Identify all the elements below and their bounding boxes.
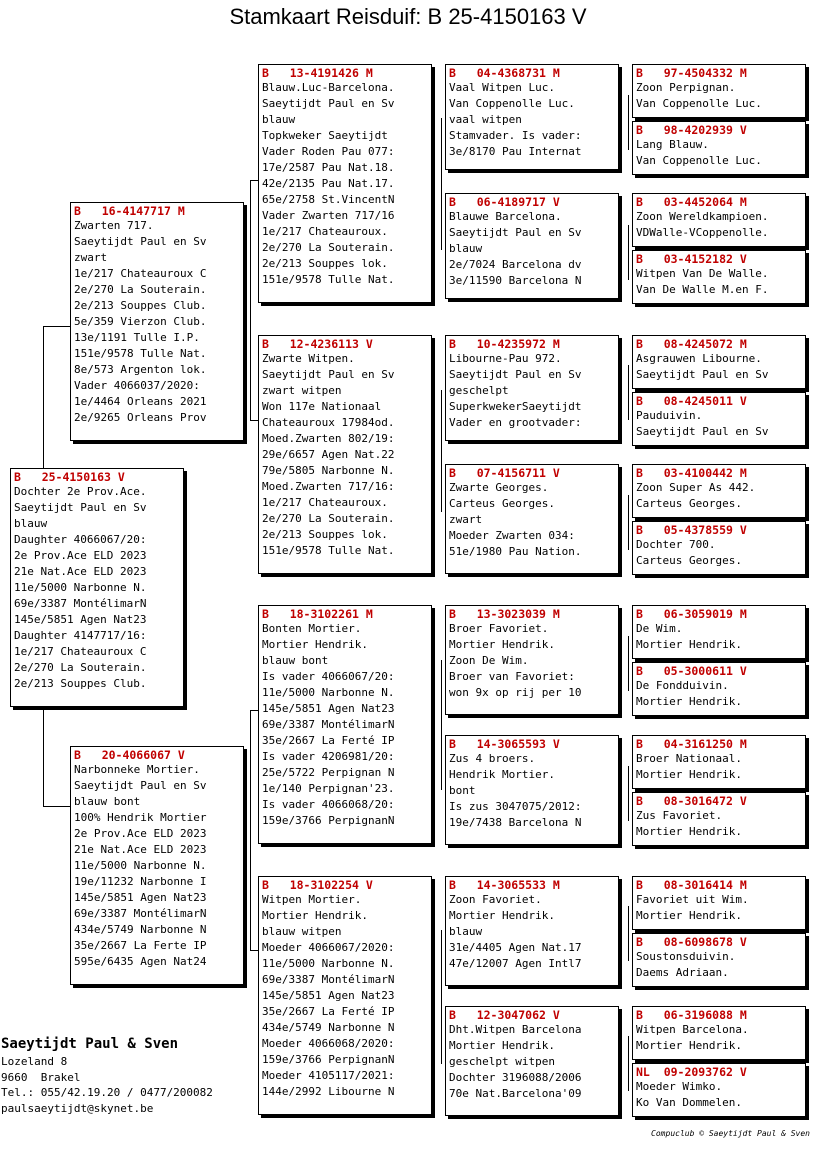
detail-line: 19e/11232 Narbonne I	[74, 875, 207, 888]
detail-line: blauw	[262, 113, 296, 126]
pigeon-card-g13	[632, 876, 806, 930]
detail-line: zwart	[74, 251, 108, 264]
pigeon-card-mmm	[445, 1006, 619, 1116]
detail-line: Asgrauwen Libourne.	[636, 352, 762, 365]
ring-number: B 98-4202939 V	[636, 123, 747, 137]
ring-number: B 16-4147717 M	[74, 204, 185, 218]
connector-line	[628, 1036, 629, 1091]
footer-credit: Compuclub © Saeytijdt Paul & Sven	[651, 1129, 810, 1138]
ring-number: B 08-3016472 V	[636, 794, 747, 808]
ring-number: B 06-3196088 M	[636, 1008, 747, 1022]
connector-line	[250, 710, 258, 711]
pigeon-card-mother-father	[258, 605, 432, 844]
pigeon-details	[262, 892, 428, 1100]
pigeon-card-g10	[632, 662, 806, 716]
detail-line: blauw bont	[74, 795, 141, 808]
detail-line: Zus 4 broers.	[449, 752, 536, 765]
detail-line: 159e/3766 PerpignanN	[262, 814, 395, 827]
connector-line	[441, 930, 442, 1064]
pigeon-card-fmf	[445, 335, 619, 441]
detail-line: Saeytijdt Paul en Sv	[636, 425, 769, 438]
detail-line: Van Coppenolle Luc.	[636, 97, 762, 110]
pigeon-details	[636, 949, 802, 981]
page-title: Stamkaart Reisduif: B 25-4150163 V	[229, 4, 587, 29]
connector-line	[250, 420, 258, 421]
detail-line: 5e/359 Vierzon Club.	[74, 315, 207, 328]
pigeon-details	[636, 537, 802, 569]
detail-line: Moed.Zwarten 717/16:	[262, 480, 395, 493]
ring-number: B 05-3000611 V	[636, 664, 747, 678]
pigeon-details	[636, 80, 802, 112]
detail-line: Zoon Favoriet.	[449, 893, 542, 906]
detail-line: Moeder Wimko.	[636, 1080, 723, 1093]
ring-number: B 14-3065533 M	[449, 878, 560, 892]
detail-line: 434e/5749 Narbonne N	[74, 923, 207, 936]
detail-line: 2e Prov.Ace ELD 2023	[74, 827, 207, 840]
ring-number: B 06-4189717 V	[449, 195, 560, 209]
connector-line	[441, 390, 442, 512]
ring-number: B 25-4150163 V	[14, 470, 125, 484]
connector-line	[628, 365, 629, 420]
ring-number: B 08-4245072 M	[636, 337, 747, 351]
detail-line: blauw	[14, 517, 48, 530]
ring-number: B 12-4236113 V	[262, 337, 373, 351]
detail-line: Broer van Favoriet:	[449, 670, 575, 683]
ring-number: B 06-3059019 M	[636, 607, 747, 621]
ring-number: B 14-3065593 V	[449, 737, 560, 751]
ring-number: B 12-3047062 V	[449, 1008, 560, 1022]
detail-line: Favoriet uit Wim.	[636, 893, 749, 906]
detail-line: Is vader 4066068/20:	[262, 798, 395, 811]
detail-line: 35e/2667 La Ferté IP	[262, 1005, 395, 1018]
pigeon-card-father-mother	[258, 335, 432, 574]
detail-line: bont	[449, 784, 476, 797]
connector-line	[250, 180, 258, 181]
detail-line: 69e/3387 MontélimarN	[74, 907, 207, 920]
detail-line: Saeytijdt Paul en Sv	[449, 226, 582, 239]
detail-line: Mortier Hendrik.	[636, 825, 742, 838]
detail-line: Bonten Mortier.	[262, 622, 362, 635]
detail-line: 151e/9578 Tulle Nat.	[262, 544, 395, 557]
detail-line: Moeder 4066068/2020:	[262, 1037, 395, 1050]
ring-number: B 97-4504332 M	[636, 66, 747, 80]
pigeon-details	[262, 80, 428, 288]
detail-line: Zoon De Wim.	[449, 654, 529, 667]
owner-city: 9660 Brakel	[1, 1070, 81, 1084]
detail-line: 595e/6435 Agen Nat24	[74, 955, 207, 968]
detail-line: Mortier Hendrik.	[262, 909, 368, 922]
detail-line: 69e/3387 MontélimarN	[262, 718, 395, 731]
detail-line: Moeder 4066067/2020:	[262, 941, 395, 954]
detail-line: geschelpt	[449, 384, 509, 397]
pigeon-details	[449, 480, 615, 560]
detail-line: Blauwe Barcelona.	[449, 210, 562, 223]
detail-line: Van Coppenolle Luc.	[636, 154, 762, 167]
pigeon-details	[262, 621, 428, 829]
detail-line: Zwarte Witpen.	[262, 352, 355, 365]
detail-line: Vader Roden Pau 077:	[262, 145, 395, 158]
detail-line: 17e/2587 Pau Nat.18.	[262, 161, 395, 174]
pigeon-details	[636, 266, 802, 298]
detail-line: zwart	[449, 513, 483, 526]
ring-number: B 04-3161250 M	[636, 737, 747, 751]
detail-line: 31e/4405 Agen Nat.17	[449, 941, 582, 954]
ring-number: B 05-4378559 V	[636, 523, 747, 537]
detail-line: Mortier Hendrik.	[636, 1039, 742, 1052]
detail-line: 69e/3387 MontélimarN	[14, 597, 147, 610]
detail-line: Pauduivin.	[636, 409, 703, 422]
detail-line: 79e/5805 Narbonne N.	[262, 464, 395, 477]
pigeon-card-g4	[632, 250, 806, 304]
detail-line: Saeytijdt Paul en Sv	[14, 501, 147, 514]
ring-number: B 03-4100442 M	[636, 466, 747, 480]
pigeon-card-father-father	[258, 64, 432, 303]
detail-line: Zoon Perpignan.	[636, 81, 736, 94]
detail-line: Won 117e Nationaal	[262, 400, 382, 413]
detail-line: 1e/217 Chateauroux.	[262, 496, 388, 509]
detail-line: 2e/270 La Souterain.	[74, 283, 207, 296]
pigeon-details	[636, 1079, 802, 1111]
detail-line: Mortier Hendrik.	[449, 1039, 555, 1052]
connector-line	[43, 806, 71, 807]
pigeon-details	[636, 751, 802, 783]
detail-line: Blauw.Luc-Barcelona.	[262, 81, 395, 94]
detail-line: Saeytijdt Paul en Sv	[262, 368, 395, 381]
owner-email: paulsaeytijdt@skynet.be	[1, 1101, 154, 1115]
detail-line: Mortier Hendrik.	[262, 638, 368, 651]
detail-line: Broer Favoriet.	[449, 622, 549, 635]
detail-line: Dht.Witpen Barcelona	[449, 1023, 582, 1036]
detail-line: Van De Walle M.en F.	[636, 283, 769, 296]
detail-line: blauw bont	[262, 654, 329, 667]
pigeon-details	[449, 80, 615, 160]
connector-line	[250, 180, 251, 420]
detail-line: Moeder Zwarten 034:	[449, 529, 575, 542]
detail-line: 145e/5851 Agen Nat23	[262, 989, 395, 1002]
detail-line: Vader 4066037/2020:	[74, 379, 200, 392]
detail-line: 11e/5000 Narbonne N.	[262, 686, 395, 699]
detail-line: 2e/213 Souppes Club.	[14, 677, 147, 690]
detail-line: 434e/5749 Narbonne N	[262, 1021, 395, 1034]
detail-line: 29e/6657 Agen Nat.22	[262, 448, 395, 461]
ring-number: B 08-3016414 M	[636, 878, 747, 892]
detail-line: 2e/270 La Souterain.	[262, 512, 395, 525]
pigeon-details	[449, 621, 615, 701]
detail-line: Witpen Mortier.	[262, 893, 362, 906]
connector-line	[250, 950, 258, 951]
detail-line: Zwarte Georges.	[449, 481, 549, 494]
detail-line: Broer Nationaal.	[636, 752, 742, 765]
detail-line: Vaal Witpen Luc.	[449, 81, 555, 94]
detail-line: 151e/9578 Tulle Nat.	[74, 347, 207, 360]
ring-number: B 13-3023039 M	[449, 607, 560, 621]
owner-name: Saeytijdt Paul & Sven	[1, 1036, 179, 1052]
detail-line: 145e/5851 Agen Nat23	[262, 702, 395, 715]
detail-line: blauw witpen	[262, 925, 342, 938]
detail-line: Soustonsduivin.	[636, 950, 736, 963]
detail-line: 100% Hendrik Mortier	[74, 811, 207, 824]
detail-line: 2e/9265 Orleans Prov	[74, 411, 207, 424]
pigeon-details	[636, 408, 802, 440]
detail-line: 2e/213 Souppes lok.	[262, 257, 388, 270]
detail-line: 2e/7024 Barcelona dv	[449, 258, 582, 271]
owner-info	[1, 1034, 213, 1116]
detail-line: Zoon Wereldkampioen.	[636, 210, 769, 223]
pigeon-card-main	[10, 468, 184, 707]
detail-line: Ko Van Dommelen.	[636, 1096, 742, 1109]
detail-line: Dochter 3196088/2006	[449, 1071, 582, 1084]
detail-line: Chateauroux 17984od.	[262, 416, 395, 429]
detail-line: SuperkwekerSaeytijdt	[449, 400, 582, 413]
connector-line	[628, 766, 629, 821]
pigeon-card-g15	[632, 1006, 806, 1060]
detail-line: De Fondduivin.	[636, 679, 729, 692]
detail-line: Topkweker Saeytijdt	[262, 129, 388, 142]
ring-number: B 20-4066067 V	[74, 748, 185, 762]
detail-line: 2e/270 La Souterain.	[262, 241, 395, 254]
connector-line	[250, 710, 251, 950]
detail-line: 70e Nat.Barcelona'09	[449, 1087, 582, 1100]
pigeon-card-mother-mother	[258, 876, 432, 1115]
ring-number: B 13-4191426 M	[262, 66, 373, 80]
detail-line: Mortier Hendrik.	[636, 768, 742, 781]
detail-line: vaal witpen	[449, 113, 522, 126]
connector-line	[628, 495, 629, 550]
ring-number: B 10-4235972 M	[449, 337, 560, 351]
detail-line: Stamvader. Is vader:	[449, 129, 582, 142]
ring-number: B 08-6098678 V	[636, 935, 747, 949]
connector-line	[43, 326, 71, 327]
owner-street: Lozeland 8	[1, 1055, 68, 1068]
detail-line: VDWalle-VCoppenolle.	[636, 226, 769, 239]
pigeon-card-g9	[632, 605, 806, 659]
ring-number: B 07-4156711 V	[449, 466, 560, 480]
pigeon-details	[636, 1022, 802, 1054]
detail-line: 42e/2135 Pau Nat.17.	[262, 177, 395, 190]
pigeon-card-mff	[445, 605, 619, 715]
detail-line: Saeytijdt Paul en Sv	[262, 97, 395, 110]
connector-line	[441, 118, 442, 250]
detail-line: 2e/213 Souppes Club.	[74, 299, 207, 312]
pigeon-card-g2	[632, 121, 806, 175]
connector-line	[43, 326, 44, 468]
pigeon-details	[449, 892, 615, 972]
pigeon-card-fff	[445, 64, 619, 170]
detail-line: Is zus 3047075/2012:	[449, 800, 582, 813]
detail-line: 3e/11590 Barcelona N	[449, 274, 582, 287]
detail-line: Zoon Super As 442.	[636, 481, 756, 494]
pigeon-details	[636, 480, 802, 512]
detail-line: 11e/5000 Narbonne N.	[74, 859, 207, 872]
detail-line: 35e/2667 La Ferte IP	[74, 939, 207, 952]
pigeon-details	[636, 892, 802, 924]
pigeon-details	[74, 762, 240, 970]
detail-line: 35e/2667 La Ferté IP	[262, 734, 395, 747]
detail-line: Daughter 4147717/16:	[14, 629, 147, 642]
detail-line: Mortier Hendrik.	[636, 695, 742, 708]
detail-line: 8e/573 Argenton lok.	[74, 363, 207, 376]
pigeon-details	[449, 209, 615, 289]
pigeon-card-g7	[632, 464, 806, 518]
pigeon-card-fmm	[445, 464, 619, 574]
pigeon-card-g3	[632, 193, 806, 247]
detail-line: Saeytijdt Paul en Sv	[74, 235, 207, 248]
pigeon-card-g5	[632, 335, 806, 389]
pigeon-card-g8	[632, 521, 806, 575]
detail-line: Hendrik Mortier.	[449, 768, 555, 781]
pigeon-details	[449, 351, 615, 431]
detail-line: 3e/8170 Pau Internat	[449, 145, 582, 158]
detail-line: Carteus Georges.	[449, 497, 555, 510]
detail-line: zwart witpen	[262, 384, 342, 397]
detail-line: Lang Blauw.	[636, 138, 709, 151]
connector-line	[43, 706, 44, 806]
connector-line	[628, 906, 629, 961]
detail-line: Moed.Zwarten 802/19:	[262, 432, 395, 445]
detail-line: 21e Nat.Ace ELD 2023	[14, 565, 147, 578]
pigeon-details	[449, 1022, 615, 1102]
pigeon-card-mfm	[445, 735, 619, 845]
pigeon-details	[636, 351, 802, 383]
detail-line: 2e/270 La Souterain.	[14, 661, 147, 674]
detail-line: Van Coppenolle Luc.	[449, 97, 575, 110]
detail-line: won 9x op rij per 10	[449, 686, 582, 699]
detail-line: 65e/2758 St.VincentN	[262, 193, 395, 206]
pigeon-card-g1	[632, 64, 806, 118]
detail-line: Libourne-Pau 972.	[449, 352, 562, 365]
detail-line: Is vader 4066067/20:	[262, 670, 395, 683]
detail-line: blauw	[449, 242, 483, 255]
detail-line: Saeytijdt Paul en Sv	[449, 368, 582, 381]
detail-line: 159e/3766 PerpignanN	[262, 1053, 395, 1066]
pigeon-details	[636, 808, 802, 840]
ring-number: B 04-4368731 M	[449, 66, 560, 80]
detail-line: 1e/217 Chateauroux.	[262, 225, 388, 238]
pigeon-card-g11	[632, 735, 806, 789]
detail-line: 145e/5851 Agen Nat23	[74, 891, 207, 904]
detail-line: Dochter 2e Prov.Ace.	[14, 485, 147, 498]
detail-line: Witpen Van De Walle.	[636, 267, 769, 280]
detail-line: 1e/140 Perpignan'23.	[262, 782, 395, 795]
detail-line: Vader Zwarten 717/16	[262, 209, 395, 222]
detail-line: 1e/217 Chateauroux C	[74, 267, 207, 280]
ring-number: B 18-3102261 M	[262, 607, 373, 621]
detail-line: Daughter 4066067/20:	[14, 533, 147, 546]
detail-line: 25e/5722 Perpignan N	[262, 766, 395, 779]
detail-line: 151e/9578 Tulle Nat.	[262, 273, 395, 286]
detail-line: Mortier Hendrik.	[636, 638, 742, 651]
connector-line	[628, 225, 629, 280]
detail-line: Mortier Hendrik.	[636, 909, 742, 922]
detail-line: geschelpt witpen	[449, 1055, 555, 1068]
detail-line: 2e/213 Souppes lok.	[262, 528, 388, 541]
detail-line: Dochter 700.	[636, 538, 716, 551]
ring-number: B 08-4245011 V	[636, 394, 747, 408]
pigeon-details	[636, 209, 802, 241]
pigeon-details	[636, 137, 802, 169]
pigeon-card-mmf	[445, 876, 619, 986]
pigeon-card-ffm	[445, 193, 619, 299]
ring-number: B 03-4152182 V	[636, 252, 747, 266]
detail-line: Saeytijdt Paul en Sv	[74, 779, 207, 792]
detail-line: Narbonneke Mortier.	[74, 763, 200, 776]
pigeon-details	[262, 351, 428, 559]
detail-line: 21e Nat.Ace ELD 2023	[74, 843, 207, 856]
detail-line: Is vader 4206981/20:	[262, 750, 395, 763]
detail-line: Zwarten 717.	[74, 219, 154, 232]
owner-phone: Tel.: 055/42.19.20 / 0477/200082	[1, 1086, 213, 1099]
detail-line: Saeytijdt Paul en Sv	[636, 368, 769, 381]
pigeon-details	[636, 621, 802, 653]
detail-line: Vader en grootvader:	[449, 416, 582, 429]
ring-number: B 18-3102254 V	[262, 878, 373, 892]
detail-line: 144e/2992 Libourne N	[262, 1085, 395, 1098]
pigeon-details	[74, 218, 240, 426]
detail-line: 51e/1980 Pau Nation.	[449, 545, 582, 558]
detail-line: 11e/5000 Narbonne N.	[14, 581, 147, 594]
detail-line: 69e/3387 MontélimarN	[262, 973, 395, 986]
detail-line: Mortier Hendrik.	[449, 638, 555, 651]
pigeon-card-father	[70, 202, 244, 441]
detail-line: 19e/7438 Barcelona N	[449, 816, 582, 829]
detail-line: 13e/1191 Tulle I.P.	[74, 331, 200, 344]
connector-line	[628, 95, 629, 150]
detail-line: 1e/4464 Orleans 2021	[74, 395, 207, 408]
detail-line: 11e/5000 Narbonne N.	[262, 957, 395, 970]
pigeon-card-g14	[632, 933, 806, 987]
pigeon-card-g16	[632, 1063, 806, 1117]
pigeon-card-g12	[632, 792, 806, 846]
ring-number: NL 09-2093762 V	[636, 1065, 747, 1079]
detail-line: Witpen Barcelona.	[636, 1023, 749, 1036]
detail-line: 1e/217 Chateauroux C	[14, 645, 147, 658]
connector-line	[628, 636, 629, 691]
pigeon-card-g6	[632, 392, 806, 446]
detail-line: Daems Adriaan.	[636, 966, 729, 979]
detail-line: 145e/5851 Agen Nat23	[14, 613, 147, 626]
pigeon-details	[449, 751, 615, 831]
ring-number: B 03-4452064 M	[636, 195, 747, 209]
connector-line	[441, 660, 442, 790]
pigeon-details	[636, 678, 802, 710]
detail-line: Carteus Georges.	[636, 497, 742, 510]
detail-line: Carteus Georges.	[636, 554, 742, 567]
detail-line: blauw	[449, 925, 483, 938]
detail-line: Mortier Hendrik.	[449, 909, 555, 922]
detail-line: Moeder 4105117/2021:	[262, 1069, 395, 1082]
pigeon-card-mother	[70, 746, 244, 985]
detail-line: 2e Prov.Ace ELD 2023	[14, 549, 147, 562]
pigeon-details	[14, 484, 180, 692]
detail-line: 47e/12007 Agen Intl7	[449, 957, 582, 970]
detail-line: Zus Favoriet.	[636, 809, 723, 822]
detail-line: De Wim.	[636, 622, 683, 635]
